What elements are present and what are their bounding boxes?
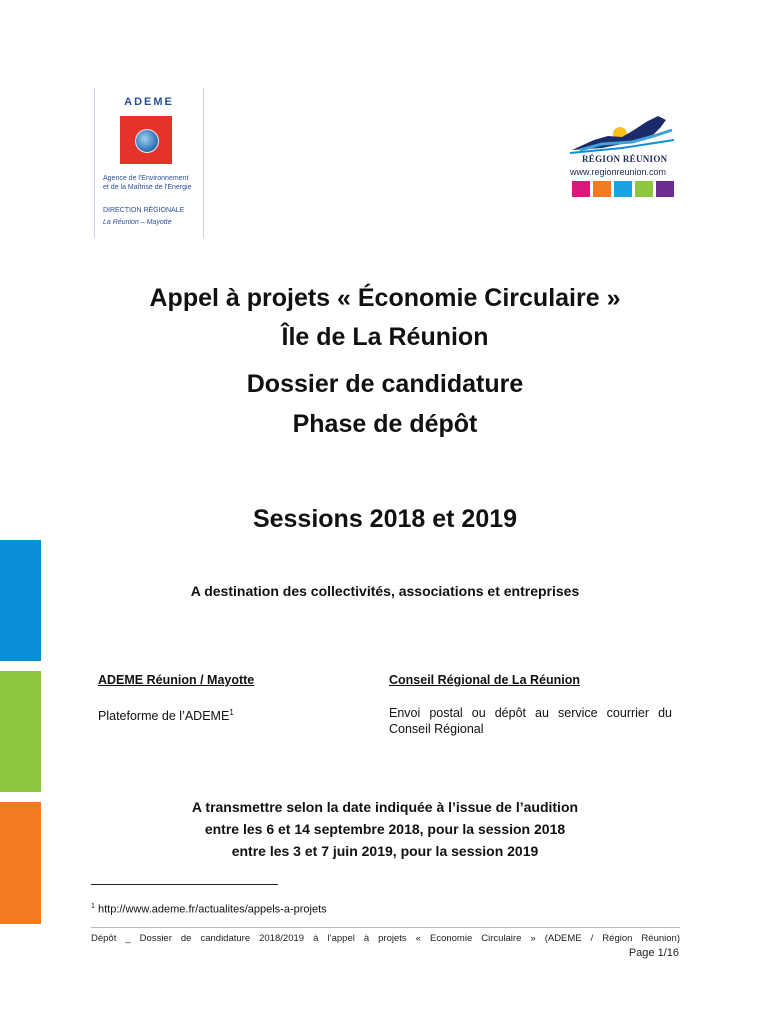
ademe-column-heading: ADEME Réunion / Mayotte — [98, 673, 255, 687]
transmit-line-3: entre les 3 et 7 juin 2019, pour la session 2019 — [231, 843, 539, 859]
conseil-column-heading: Conseil Régional de La Réunion — [389, 673, 580, 687]
ademe-column-text — [98, 705, 234, 724]
square-purple — [656, 181, 674, 197]
island-sun-icon — [562, 110, 682, 156]
ademe-logo — [94, 88, 204, 238]
square-blue — [614, 181, 632, 197]
footer-text: Dépôt _ Dossier de candidature 2018/2019 à l’appel à projets « Economie Circulaire » (ADEME / Région Réunion) — [91, 933, 680, 944]
footnote-divider — [91, 884, 278, 885]
globe-icon — [135, 129, 159, 153]
square-orange — [593, 181, 611, 197]
square-green — [635, 181, 653, 197]
transmit-line-2: entre les 6 et 14 septembre 2018, pour la session 2018 — [204, 821, 566, 837]
page-number: Page 1/16 — [628, 947, 679, 959]
transmit-line-1: A transmettre selon la date indiquée à l’issue de l’audition — [191, 799, 579, 815]
ademe-wordmark: ADEME — [124, 96, 174, 108]
footnote-ref: 1 — [229, 708, 234, 717]
title-dossier-candidature: Dossier de candidature — [246, 370, 524, 398]
footnote — [91, 903, 327, 916]
destination-text: A destination des collectivités, associations et entreprises — [190, 583, 580, 599]
region-reunion-logo — [562, 110, 682, 202]
ademe-direction-label: DIRECTION RÉGIONALE — [103, 207, 185, 214]
square-magenta — [572, 181, 590, 197]
footnote-marker: 1 — [91, 903, 95, 910]
title-appel-a-projets: Appel à projets « Économie Circulaire » — [149, 284, 621, 312]
title-ile-de-la-reunion: Île de La Réunion — [281, 323, 489, 351]
region-color-squares — [572, 181, 674, 197]
title-phase-depot: Phase de dépôt — [292, 410, 478, 438]
ademe-agence-line2: et de la Maîtrise de l'Energie — [103, 184, 192, 191]
region-name: RÉGION RÉUNION — [582, 154, 668, 164]
conseil-column-text: Envoi postal ou dépôt au service courrier du Conseil Régional — [389, 706, 672, 736]
side-bar-blue — [0, 540, 41, 661]
region-url: www.regionreunion.com — [570, 167, 667, 177]
title-sessions: Sessions 2018 et 2019 — [252, 505, 518, 533]
ademe-emblem — [120, 116, 172, 164]
footnote-link[interactable]: http://www.ademe.fr/actualites/appels-a-projets — [94, 903, 327, 916]
side-bar-green — [0, 671, 41, 792]
ademe-region-label: La Réunion – Mayotte — [103, 219, 172, 226]
ademe-platform-text: Plateforme de l’ADEME — [98, 709, 230, 724]
footer-divider — [91, 927, 680, 928]
ademe-agence-line1: Agence de l'Environnement — [103, 175, 189, 182]
